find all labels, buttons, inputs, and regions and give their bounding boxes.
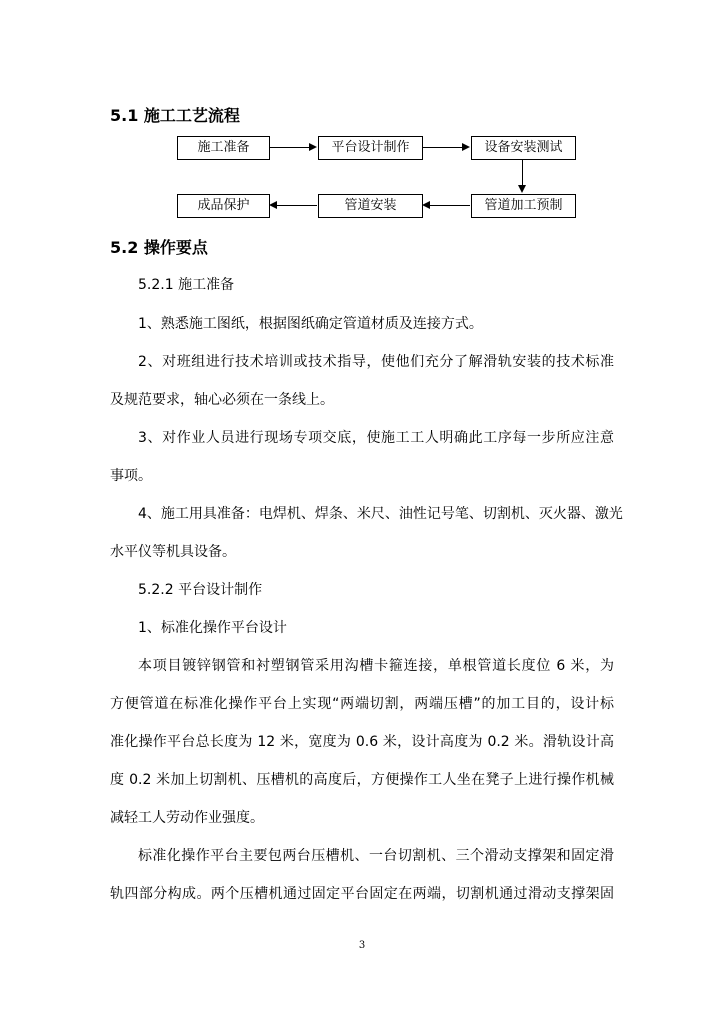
paragraph-1-line-4: 度 0.2 米加上切割机、压槽机的高度后，方便操作工人坐在凳子上进行操作机械	[110, 772, 614, 788]
paragraph-1-line-1: 本项目镀锌钢管和衬塑钢管采用沟槽卡箍连接，单根管道长度位 6 米，为	[138, 658, 614, 674]
paragraph-1-line-2: 方便管道在标准化操作平台上实现“两端切割，两端压槽”的加工目的，设计标	[110, 696, 614, 712]
section-heading-5-2: 5.2 操作要点	[110, 238, 208, 257]
arrow-right-icon	[462, 143, 470, 151]
paragraph-item-2-line-1: 2、对班组进行技术培训或技术指导，使他们充分了解滑轨安装的技术标准	[138, 354, 614, 370]
section-heading-5-1: 5.1 施工工艺流程	[110, 106, 240, 125]
flow-arrow-1-2	[269, 147, 309, 148]
flow-box-product-protection: 成品保护	[177, 194, 270, 218]
paragraph-2-line-2: 轨四部分构成。两个压槽机通过固定平台固定在两端，切割机通过滑动支撑架固	[110, 886, 614, 902]
flow-box-pipe-install: 管道安装	[318, 194, 423, 218]
page-number: 3	[358, 940, 366, 951]
paragraph-2-line-1: 标准化操作平台主要包两台压槽机、一台切割机、三个滑动支撑架和固定滑	[138, 848, 614, 864]
flow-box-pipe-prefab: 管道加工预制	[471, 194, 576, 218]
paragraph-item-1: 1、熟悉施工图纸，根据图纸确定管道材质及连接方式。	[138, 316, 483, 332]
flow-box-preparation: 施工准备	[177, 136, 270, 160]
arrow-down-icon	[518, 185, 526, 193]
flow-arrow-5-6	[277, 205, 317, 206]
paragraph-item-2-line-2: 及规范要求，轴心必须在一条线上。	[110, 392, 334, 408]
paragraph-1-line-5: 减轻工人劳动作业强度。	[110, 810, 264, 826]
flow-arrow-2-3	[422, 147, 462, 148]
flow-box-equipment-install: 设备安装测试	[471, 136, 576, 160]
subheading-5-2-1: 5.2.1 施工准备	[138, 277, 235, 293]
paragraph-item-3-line-2: 事项。	[110, 468, 152, 484]
arrow-left-icon	[269, 201, 277, 209]
flow-arrow-4-5	[430, 205, 470, 206]
paragraph-item-4-line-2: 水平仪等机具设备。	[110, 544, 236, 560]
arrow-right-icon	[309, 143, 317, 151]
arrow-left-icon	[422, 201, 430, 209]
paragraph-1-line-3: 准化操作平台总长度为 12 米，宽度为 0.6 米，设计高度为 0.2 米。滑轨设计高	[110, 734, 614, 750]
subheading-platform-design: 1、标准化操作平台设计	[138, 620, 287, 636]
paragraph-item-4-line-1: 4、施工用具准备：电焊机、焊条、米尺、油性记号笔、切割机、灭火器、激光	[138, 506, 623, 522]
flow-arrow-3-4	[522, 160, 523, 186]
paragraph-item-3-line-1: 3、对作业人员进行现场专项交底，使施工工人明确此工序每一步所应注意	[138, 430, 614, 446]
subheading-5-2-2: 5.2.2 平台设计制作	[138, 582, 263, 598]
flow-box-platform-design: 平台设计制作	[318, 136, 423, 160]
